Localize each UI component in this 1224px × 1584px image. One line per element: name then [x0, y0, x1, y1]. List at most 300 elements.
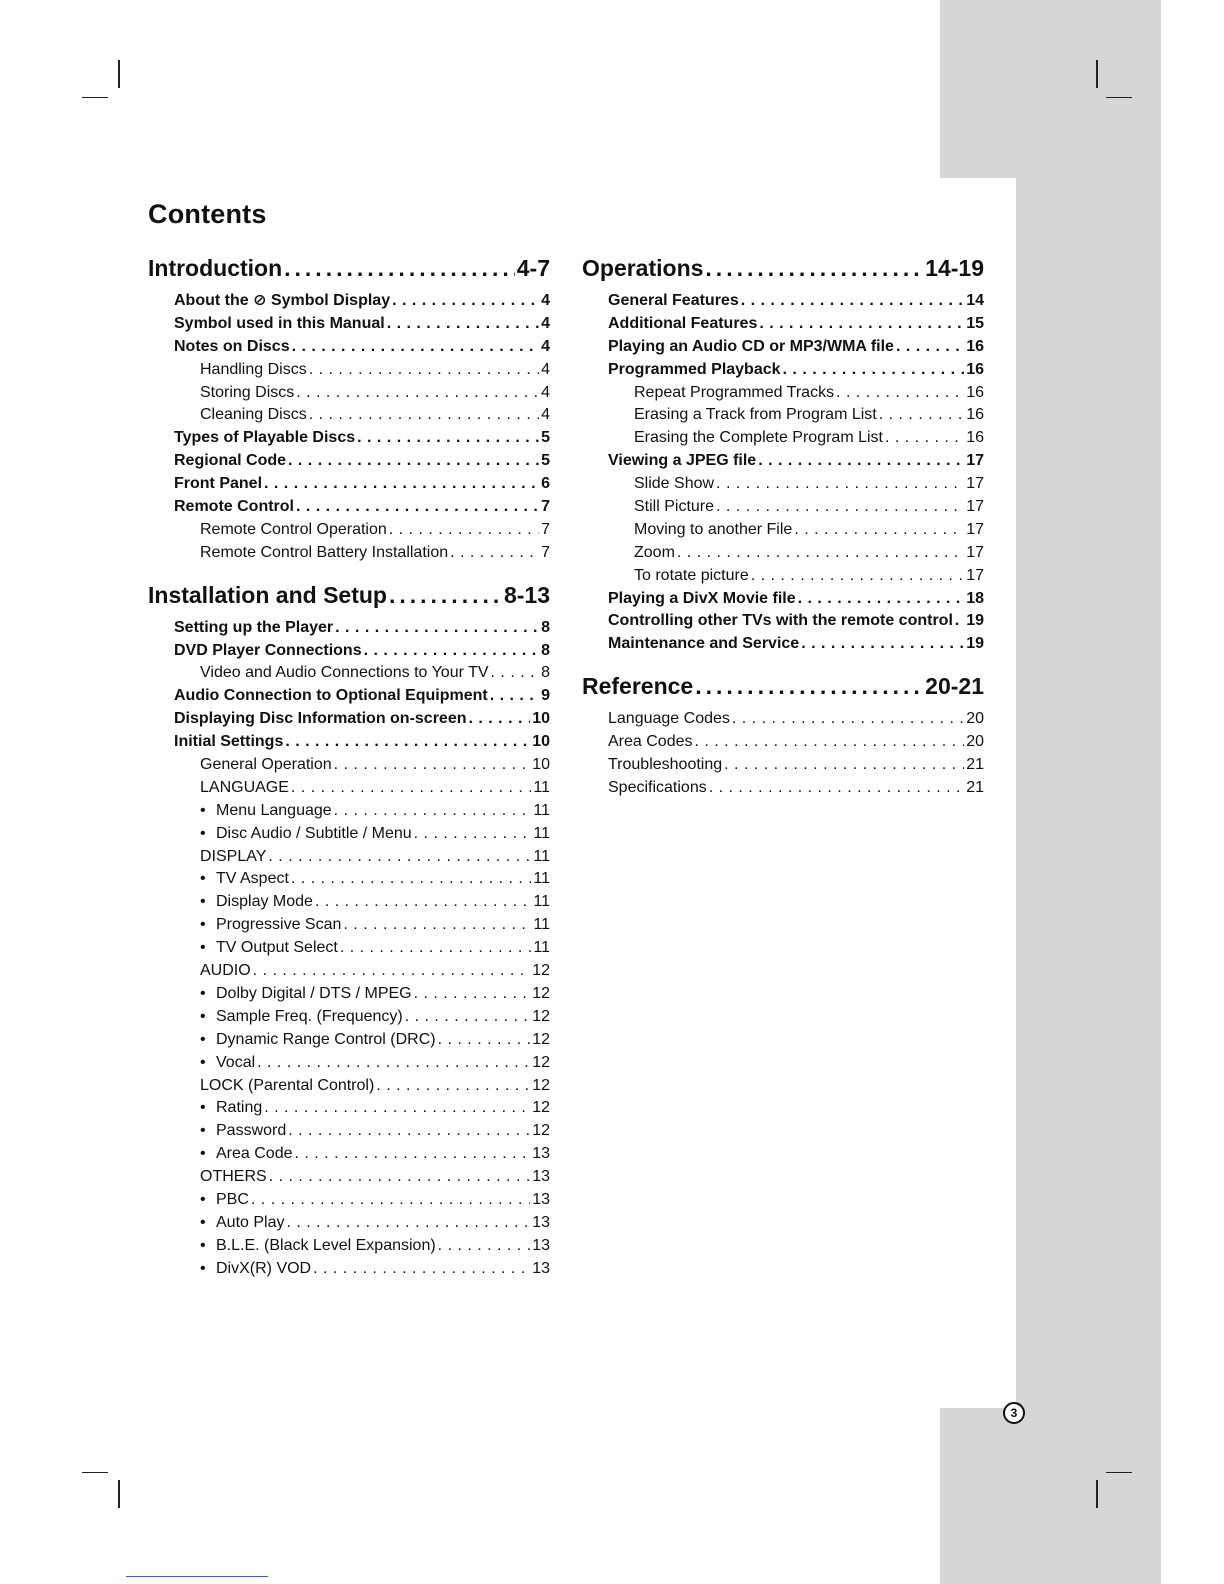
toc-entry[interactable] [148, 1052, 550, 1075]
entry-label: Erasing the Complete Program List [634, 429, 883, 447]
bullet-icon: • [200, 984, 206, 1002]
entry-label: LANGUAGE [200, 778, 289, 796]
section-title: Operations [582, 255, 704, 281]
leader-dots [414, 983, 531, 1006]
section-heading[interactable] [582, 252, 984, 284]
toc-entry[interactable] [148, 868, 550, 891]
toc-entry[interactable] [148, 1143, 550, 1166]
toc-entry[interactable] [148, 685, 550, 708]
toc-left-column [148, 252, 550, 1281]
entry-label: Viewing a JPEG file [608, 452, 757, 470]
entry-page: 21 [966, 778, 984, 796]
entry-label: DVD Player Connections [174, 641, 362, 659]
toc-section [582, 670, 984, 800]
leader-dots [315, 891, 531, 914]
toc-entry[interactable] [148, 1120, 550, 1143]
entry-label: Erasing a Track from Program List [634, 406, 877, 424]
entry-label: Language Codes [608, 710, 730, 728]
section-heading[interactable] [148, 252, 550, 284]
entry-page: 7 [541, 498, 550, 516]
leader-dots [389, 579, 502, 611]
toc-entry[interactable] [582, 450, 984, 473]
entry-label: Storing Discs [200, 383, 295, 401]
leader-dots [491, 662, 540, 685]
entry-page: 20 [966, 710, 984, 728]
bullet-icon: • [200, 1053, 206, 1071]
toc-entry[interactable] [148, 427, 550, 450]
entry-label: Setting up the Player [174, 618, 334, 636]
entry-page: 12 [532, 1099, 550, 1117]
entry-page: 11 [533, 801, 550, 819]
entry-page: 12 [532, 1053, 550, 1071]
entry-label: AUDIO [200, 962, 251, 980]
toc-entry[interactable] [148, 937, 550, 960]
leader-dots [450, 542, 539, 565]
entry-label: Sample Freq. (Frequency) [216, 1007, 403, 1025]
toc-entry[interactable] [148, 731, 550, 754]
crop-mark-tl-h [82, 97, 108, 98]
toc-entry[interactable] [148, 542, 550, 565]
leader-dots [334, 800, 532, 823]
entry-label: Playing a DivX Movie file [608, 589, 796, 607]
entry-label: Display Mode [216, 893, 313, 911]
entry-label: Auto Play [216, 1213, 285, 1231]
entry-page: 11 [533, 847, 550, 865]
leader-dots [288, 450, 539, 473]
toc-entry[interactable] [148, 1258, 550, 1281]
entry-page: 6 [541, 475, 550, 493]
entry-page: 17 [966, 475, 984, 493]
toc-entry[interactable] [582, 382, 984, 405]
toc-entry[interactable] [148, 960, 550, 983]
bullet-icon: • [200, 1007, 206, 1025]
toc-entry[interactable] [148, 382, 550, 405]
bullet-icon: • [200, 916, 206, 934]
entry-label: Dynamic Range Control (DRC) [216, 1030, 436, 1048]
entry-label: Remote Control [174, 498, 294, 516]
leader-dots [291, 868, 531, 891]
toc-section [582, 252, 984, 656]
entry-label: Audio Connection to Optional Equipment [174, 687, 488, 705]
toc-section [148, 252, 550, 565]
leader-dots [357, 427, 539, 450]
entry-label: Area Codes [608, 733, 693, 751]
toc-entry-list [582, 290, 984, 656]
toc-entry[interactable] [582, 633, 984, 656]
section-gap [582, 656, 984, 670]
entry-label: Remote Control Battery Installation [200, 543, 449, 561]
entry-label: B.L.E. (Black Level Expansion) [216, 1236, 436, 1254]
leader-dots [741, 290, 964, 313]
entry-page: 13 [532, 1259, 550, 1277]
entry-label: General Operation [200, 756, 332, 774]
entry-label: Symbol used in this Manual [174, 314, 385, 332]
leader-dots [801, 633, 964, 656]
toc-entry[interactable] [148, 1029, 550, 1052]
leader-dots [285, 731, 530, 754]
toc-entry[interactable] [148, 640, 550, 663]
entry-page: 11 [533, 939, 550, 957]
leader-dots [268, 846, 531, 869]
toc-entry[interactable] [148, 777, 550, 800]
entry-page: 4 [541, 360, 550, 378]
entry-page: 10 [532, 756, 550, 774]
toc-entry[interactable] [582, 290, 984, 313]
entry-page: 13 [532, 1213, 550, 1231]
entry-page: 17 [966, 520, 984, 538]
entry-label: Password [216, 1122, 287, 1140]
leader-dots [414, 823, 532, 846]
entry-label: PBC [216, 1190, 249, 1208]
entry-label: General Features [608, 292, 739, 309]
toc-entry[interactable] [582, 519, 984, 542]
toc-entry-list [148, 290, 550, 565]
entry-page: 4 [541, 292, 550, 309]
section-pages: 20-21 [925, 673, 984, 700]
bullet-icon: • [200, 1122, 206, 1140]
entry-page: 11 [533, 916, 550, 934]
toc-entry[interactable] [148, 708, 550, 731]
toc-entry[interactable] [148, 359, 550, 382]
entry-page: 16 [966, 360, 984, 378]
crop-mark-br-v [1096, 1480, 1098, 1508]
toc-entry[interactable] [148, 617, 550, 640]
toc-entry[interactable] [148, 754, 550, 777]
bullet-icon: • [200, 824, 206, 842]
entry-page: 16 [966, 337, 984, 355]
toc-entry[interactable] [582, 359, 984, 382]
toc-entry[interactable] [582, 777, 984, 800]
toc-entry[interactable] [582, 588, 984, 611]
leader-dots [292, 336, 540, 359]
entry-page: 20 [966, 733, 984, 751]
entry-page: 5 [541, 452, 550, 470]
section-heading[interactable] [582, 670, 984, 702]
page-number-badge: 3 [1003, 1402, 1025, 1424]
toc-entry[interactable] [148, 846, 550, 869]
entry-page: 16 [966, 406, 984, 424]
leader-dots [343, 914, 531, 937]
entry-page: 19 [966, 612, 984, 630]
entry-page: 11 [533, 870, 550, 888]
entry-page: 8 [541, 618, 550, 636]
crop-mark-tl-v [118, 60, 120, 88]
entry-label: Progressive Scan [216, 916, 342, 934]
entry-label: Area Code [216, 1145, 293, 1163]
entry-label: Rating [216, 1099, 263, 1117]
bullet-icon: • [200, 1099, 206, 1117]
toc-entry[interactable] [148, 336, 550, 359]
entry-page: 19 [966, 635, 984, 653]
page-title: Contents [148, 199, 267, 229]
entry-page: 13 [532, 1145, 550, 1163]
entry-page: 5 [541, 429, 550, 447]
toc-entry[interactable] [148, 290, 550, 313]
toc-entry[interactable] [148, 983, 550, 1006]
leader-dots [335, 617, 539, 640]
section-title: Installation and Setup [148, 581, 387, 608]
leader-dots [955, 610, 964, 633]
leader-dots [313, 1258, 530, 1281]
toc-entry[interactable] [582, 336, 984, 359]
entry-page: 7 [541, 520, 550, 538]
bullet-icon: • [200, 1259, 206, 1277]
leader-dots [885, 427, 964, 450]
toc-entry[interactable] [582, 404, 984, 427]
toc-entry[interactable] [148, 914, 550, 937]
leader-dots [376, 1075, 530, 1098]
entry-label: TV Output Select [216, 939, 338, 957]
entry-page: 9 [541, 687, 550, 705]
entry-label: Playing an Audio CD or MP3/WMA file [608, 337, 894, 355]
entry-page: 4 [541, 314, 550, 332]
crop-mark-bl-h [82, 1472, 108, 1473]
bullet-icon: • [200, 1213, 206, 1231]
toc-entry[interactable] [582, 565, 984, 588]
leader-dots [751, 565, 964, 588]
crop-mark-tr-v [1096, 60, 1098, 88]
section-gap [148, 565, 550, 579]
crop-mark-br-h [1106, 1472, 1132, 1473]
entry-label: Remote Control Operation [200, 520, 387, 538]
entry-label: Initial Settings [174, 733, 284, 751]
entry-page: 12 [532, 984, 550, 1002]
leader-dots [879, 404, 964, 427]
bullet-icon: • [200, 1236, 206, 1254]
leader-dots [695, 670, 923, 702]
entry-label: Zoom [634, 543, 675, 561]
leader-dots [364, 640, 539, 663]
toc-entry[interactable] [148, 823, 550, 846]
leader-dots [253, 960, 531, 983]
entry-label: Programmed Playback [608, 360, 781, 378]
entry-label: Still Picture [634, 498, 715, 516]
entry-label: Additional Features [608, 314, 758, 332]
crop-mark-tr-h [1106, 97, 1132, 98]
side-tab-strip [1016, 178, 1161, 1408]
entry-label: Maintenance and Service [608, 635, 800, 653]
section-title: Introduction [148, 255, 283, 281]
leader-dots [716, 473, 964, 496]
entry-page: 17 [966, 543, 984, 561]
leader-dots [732, 708, 964, 731]
entry-page: 12 [532, 1030, 550, 1048]
toc-entry[interactable] [148, 519, 550, 542]
leader-dots [392, 290, 539, 313]
leader-dots [295, 1143, 531, 1166]
toc-entry[interactable] [582, 427, 984, 450]
toc-entry[interactable] [148, 313, 550, 336]
leader-dots [309, 359, 539, 382]
toc-entry[interactable] [148, 1235, 550, 1258]
toc-entry[interactable] [582, 496, 984, 519]
entry-label: Controlling other TVs with the remote control [608, 612, 953, 630]
entry-page: 18 [966, 589, 984, 607]
entry-label: About the ⊘ Symbol Display [174, 292, 391, 309]
entry-page: 11 [533, 824, 550, 842]
leader-dots [469, 708, 531, 731]
leader-dots [296, 382, 539, 405]
entry-page: 10 [532, 733, 550, 751]
leader-dots [269, 1166, 531, 1189]
toc-entry[interactable] [148, 496, 550, 519]
entry-page: 17 [966, 566, 984, 584]
entry-page: 12 [532, 962, 550, 980]
bullet-icon: • [200, 801, 206, 819]
crop-mark-bl-v [118, 1480, 120, 1508]
entry-label: DISPLAY [200, 847, 267, 865]
side-tab-bottom [940, 1408, 1161, 1584]
entry-page: 12 [532, 1007, 550, 1025]
entry-label: Types of Playable Discs [174, 429, 356, 447]
leader-dots [284, 252, 515, 284]
leader-dots [291, 777, 531, 800]
toc-entry[interactable] [582, 754, 984, 777]
leader-dots [286, 1212, 530, 1235]
toc-entry-list [148, 617, 550, 1281]
toc-entry[interactable] [582, 731, 984, 754]
toc-entry[interactable] [148, 891, 550, 914]
entry-page: 4 [541, 406, 550, 424]
entry-label: Notes on Discs [174, 337, 290, 355]
bullet-icon: • [200, 893, 206, 911]
entry-page: 21 [966, 756, 984, 774]
entry-label: Cleaning Discs [200, 406, 307, 424]
toc-entry[interactable] [148, 1166, 550, 1189]
leader-dots [257, 1052, 530, 1075]
entry-page: 16 [966, 383, 984, 401]
entry-label: LOCK (Parental Control) [200, 1076, 375, 1094]
bullet-icon: • [200, 1030, 206, 1048]
entry-page: 4 [541, 337, 550, 355]
entry-page: 8 [541, 664, 550, 682]
leader-dots [389, 519, 539, 542]
leader-dots [490, 685, 539, 708]
leader-dots [438, 1235, 531, 1258]
entry-label: Repeat Programmed Tracks [634, 383, 835, 401]
toc-entry[interactable] [148, 404, 550, 427]
leader-dots [709, 777, 964, 800]
toc-entry[interactable] [148, 450, 550, 473]
entry-page: 16 [966, 429, 984, 447]
bullet-icon: • [200, 1190, 206, 1208]
leader-dots [296, 496, 539, 519]
entry-label: DivX(R) VOD [216, 1259, 312, 1277]
entry-page: 10 [532, 710, 550, 728]
toc-entry[interactable] [148, 1189, 550, 1212]
section-pages: 4-7 [516, 255, 550, 281]
entry-label: TV Aspect [216, 870, 289, 888]
entry-label: OTHERS [200, 1168, 267, 1186]
entry-page: 4 [541, 383, 550, 401]
leader-dots [716, 496, 964, 519]
entry-label: Disc Audio / Subtitle / Menu [216, 824, 412, 842]
toc-entry[interactable] [148, 662, 550, 685]
leader-dots [264, 1097, 530, 1120]
toc-section [148, 579, 550, 1281]
leader-dots [758, 450, 964, 473]
leader-dots [794, 519, 964, 542]
entry-page: 12 [532, 1076, 550, 1094]
toc-entry[interactable] [582, 708, 984, 731]
section-heading[interactable] [148, 579, 550, 611]
entry-label: Menu Language [216, 801, 332, 819]
entry-label: Dolby Digital / DTS / MPEG [216, 984, 412, 1002]
entry-page: 15 [966, 314, 984, 332]
toc-right-column [582, 252, 984, 800]
entry-page: 13 [532, 1190, 550, 1208]
section-title: Reference [582, 673, 694, 700]
bullet-icon: • [200, 939, 206, 957]
leader-dots [288, 1120, 530, 1143]
bullet-icon: • [200, 870, 206, 888]
entry-label: Front Panel [174, 475, 263, 493]
toc-entry-list [582, 708, 984, 800]
bullet-icon: • [200, 1145, 206, 1163]
entry-page: 14 [966, 292, 984, 309]
toc-entry[interactable] [582, 313, 984, 336]
leader-dots [264, 473, 539, 496]
bottom-link-underline [126, 1576, 268, 1577]
entry-page: 13 [532, 1236, 550, 1254]
toc-entry[interactable] [148, 1006, 550, 1029]
entry-page: 11 [533, 893, 550, 911]
toc-entry[interactable] [148, 1212, 550, 1235]
leader-dots [387, 313, 539, 336]
leader-dots [783, 359, 965, 382]
leader-dots [759, 313, 964, 336]
entry-label: Troubleshooting [608, 756, 723, 774]
leader-dots [309, 404, 539, 427]
entry-label: To rotate picture [634, 566, 749, 584]
entry-label: Specifications [608, 778, 707, 796]
leader-dots [724, 754, 964, 777]
side-tab-top [940, 0, 1161, 178]
leader-dots [251, 1189, 530, 1212]
leader-dots [836, 382, 964, 405]
leader-dots [334, 754, 531, 777]
section-pages: 8-13 [503, 581, 550, 608]
section-pages: 14-19 [925, 255, 984, 281]
leader-dots [405, 1006, 530, 1029]
entry-page: 7 [541, 543, 550, 561]
toc-entry[interactable] [148, 1075, 550, 1098]
leader-dots [677, 542, 964, 565]
entry-page: 17 [966, 452, 984, 470]
entry-label: Displaying Disc Information on-screen [174, 710, 467, 728]
entry-label: Vocal [216, 1053, 256, 1071]
toc-entry[interactable] [148, 1097, 550, 1120]
leader-dots [705, 252, 923, 284]
toc-entry[interactable] [148, 800, 550, 823]
entry-label: Moving to another File [634, 520, 793, 538]
entry-label: Slide Show [634, 475, 715, 493]
leader-dots [695, 731, 965, 754]
toc-entry[interactable] [582, 610, 984, 633]
entry-page: 11 [533, 778, 550, 796]
toc-entry[interactable] [582, 542, 984, 565]
entry-page: 8 [541, 641, 550, 659]
toc-entry[interactable] [582, 473, 984, 496]
entry-label: Regional Code [174, 452, 287, 470]
entry-label: Video and Audio Connections to Your TV [200, 664, 489, 682]
entry-page: 13 [532, 1168, 550, 1186]
toc-entry[interactable] [148, 473, 550, 496]
leader-dots [340, 937, 532, 960]
entry-label: Handling Discs [200, 360, 307, 378]
leader-dots [896, 336, 964, 359]
entry-page: 17 [966, 498, 984, 516]
